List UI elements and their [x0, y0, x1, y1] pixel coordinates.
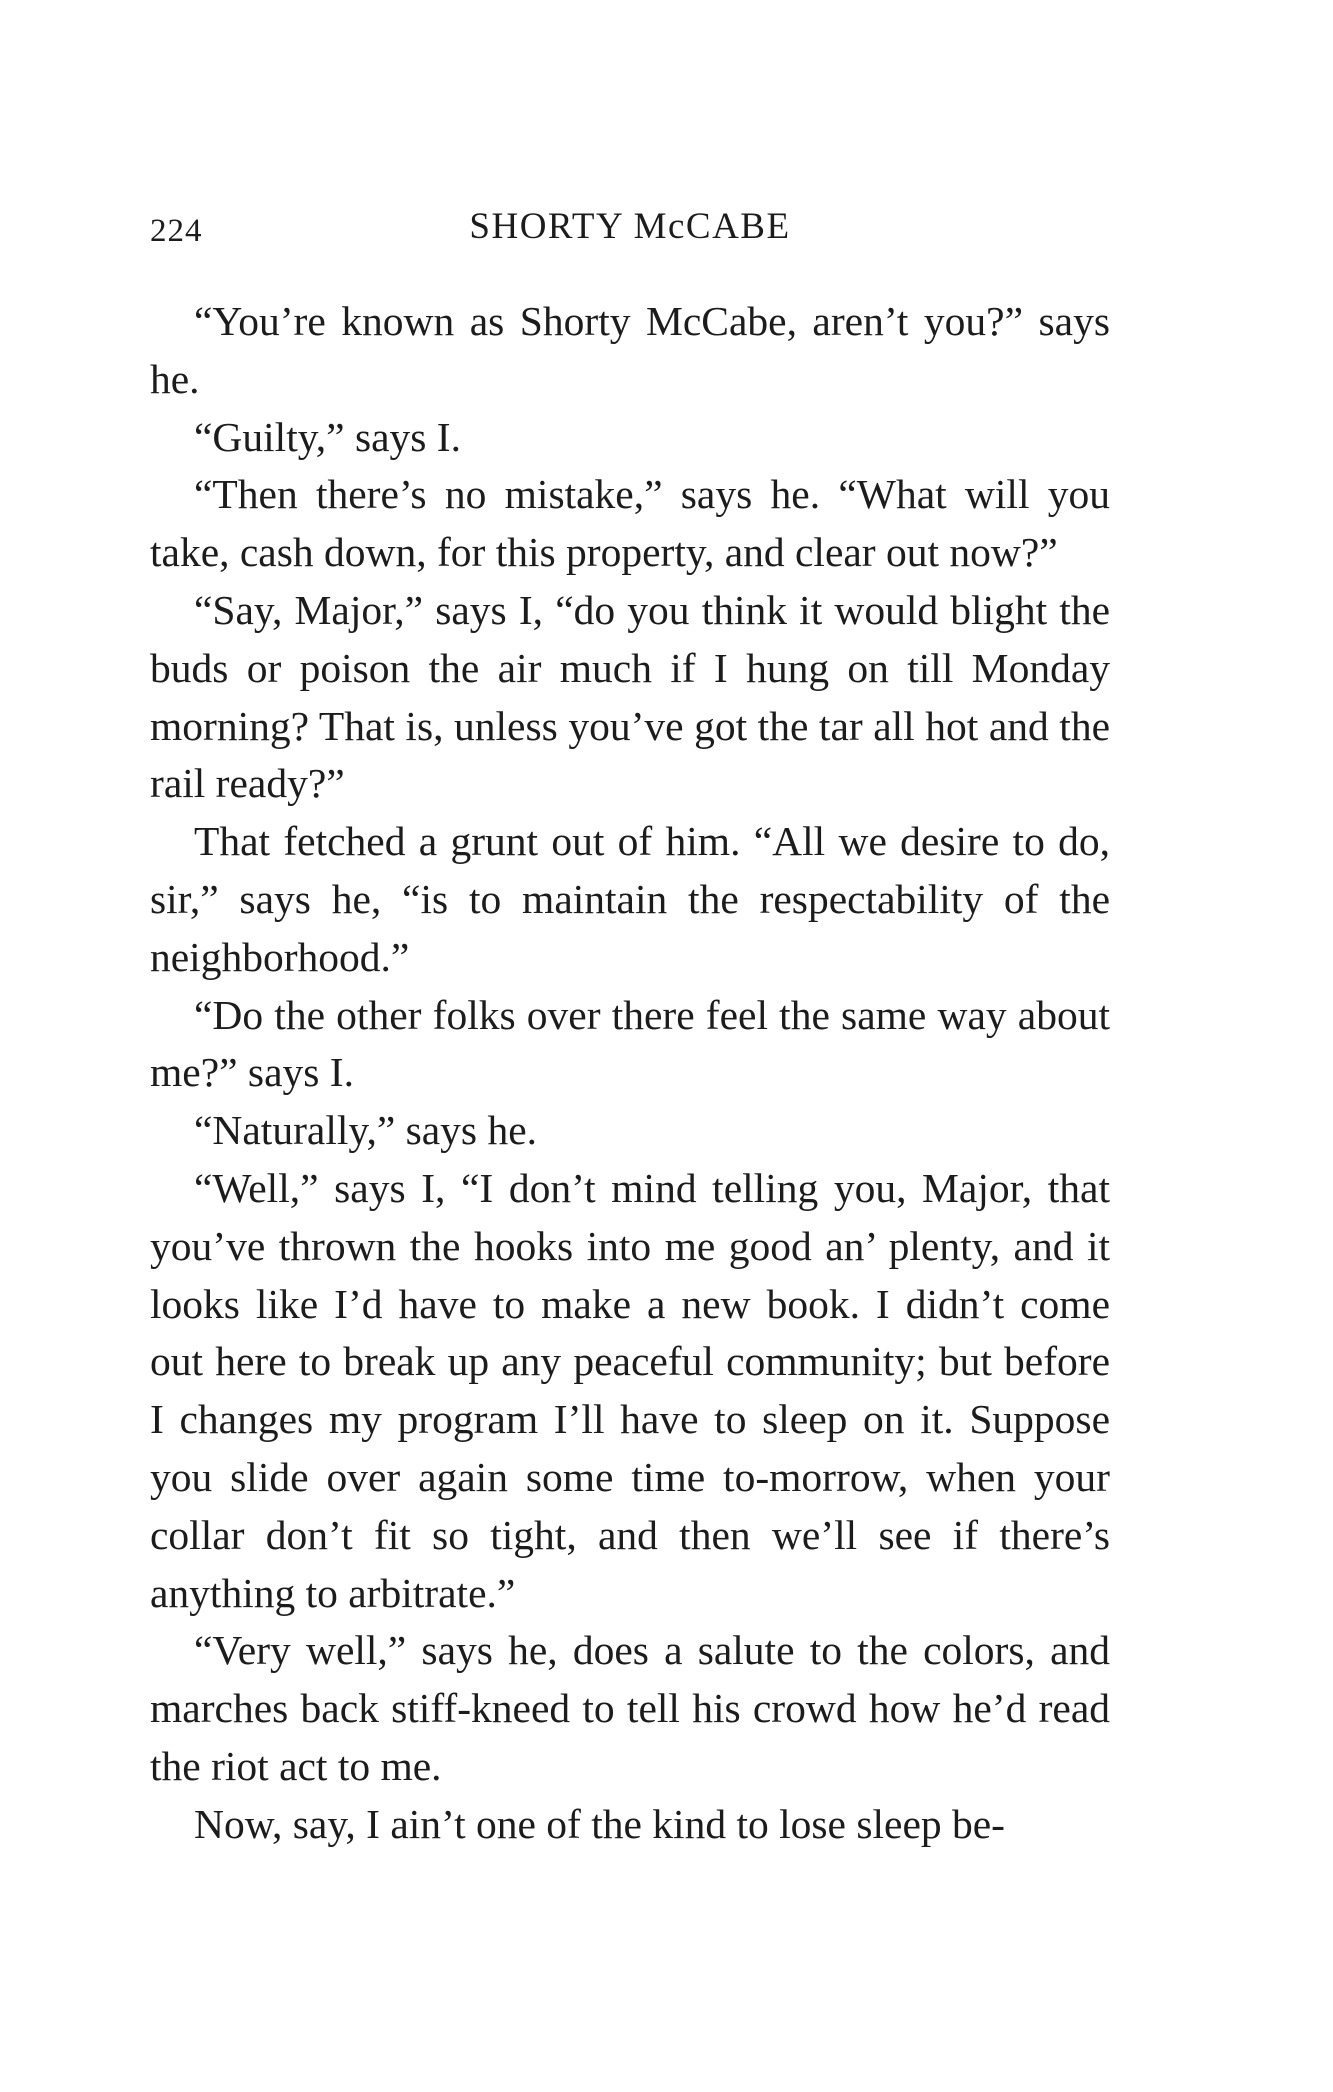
book-page: [150, 0, 1110, 2092]
paragraph-continued: Now, say, I ain’t one of the kind to lose sleep be-: [194, 1800, 1005, 1847]
paragraph: “Say, Major,” says I, “do you think it would blight the buds or poison the air much if I hung on till Monday morning? That is, unless you’ve got the tar all hot and the rail ready?”: [150, 586, 1110, 807]
paragraph: “Then there’s no mistake,” says he. “What will you take, cash down, for this property, and clear out now?”: [150, 471, 1110, 576]
paragraph: “Do the other folks over there feel the same way about me?” says I.: [150, 991, 1110, 1096]
paragraph: “Well,” says I, “I don’t mind telling you, Major, that you’ve thrown the hooks into me good an’ plenty, and it looks like I’d have to make a new book. I didn’t come out here to break up any peaceful community; but before I changes my program I’ll have to sleep on it. Suppose you slide over again some time to-morrow, when your collar don’t fit so tight, and then we’ll see if there’s anything to arbitrate.”: [150, 1164, 1110, 1616]
paragraph: “You’re known as Shorty McCabe, aren’t you?” says he.: [150, 298, 1110, 402]
body-text: [150, 293, 1110, 1854]
running-head: [150, 205, 1110, 255]
running-title: SHORTY McCABE: [469, 206, 791, 247]
paragraph: “Naturally,” says he.: [194, 1107, 538, 1154]
paragraph: That fetched a grunt out of him. “All we desire to do, sir,” says he, “is to maintain the respectability of the neighborhood.”: [150, 818, 1110, 980]
paragraph: “Very well,” says he, does a salute to the colors, and marches back stiff-kneed to tell his crowd how he’d read the riot act to me.: [150, 1627, 1110, 1789]
page-number: 224: [150, 213, 203, 249]
paragraph: “Guilty,” says I.: [194, 413, 461, 460]
